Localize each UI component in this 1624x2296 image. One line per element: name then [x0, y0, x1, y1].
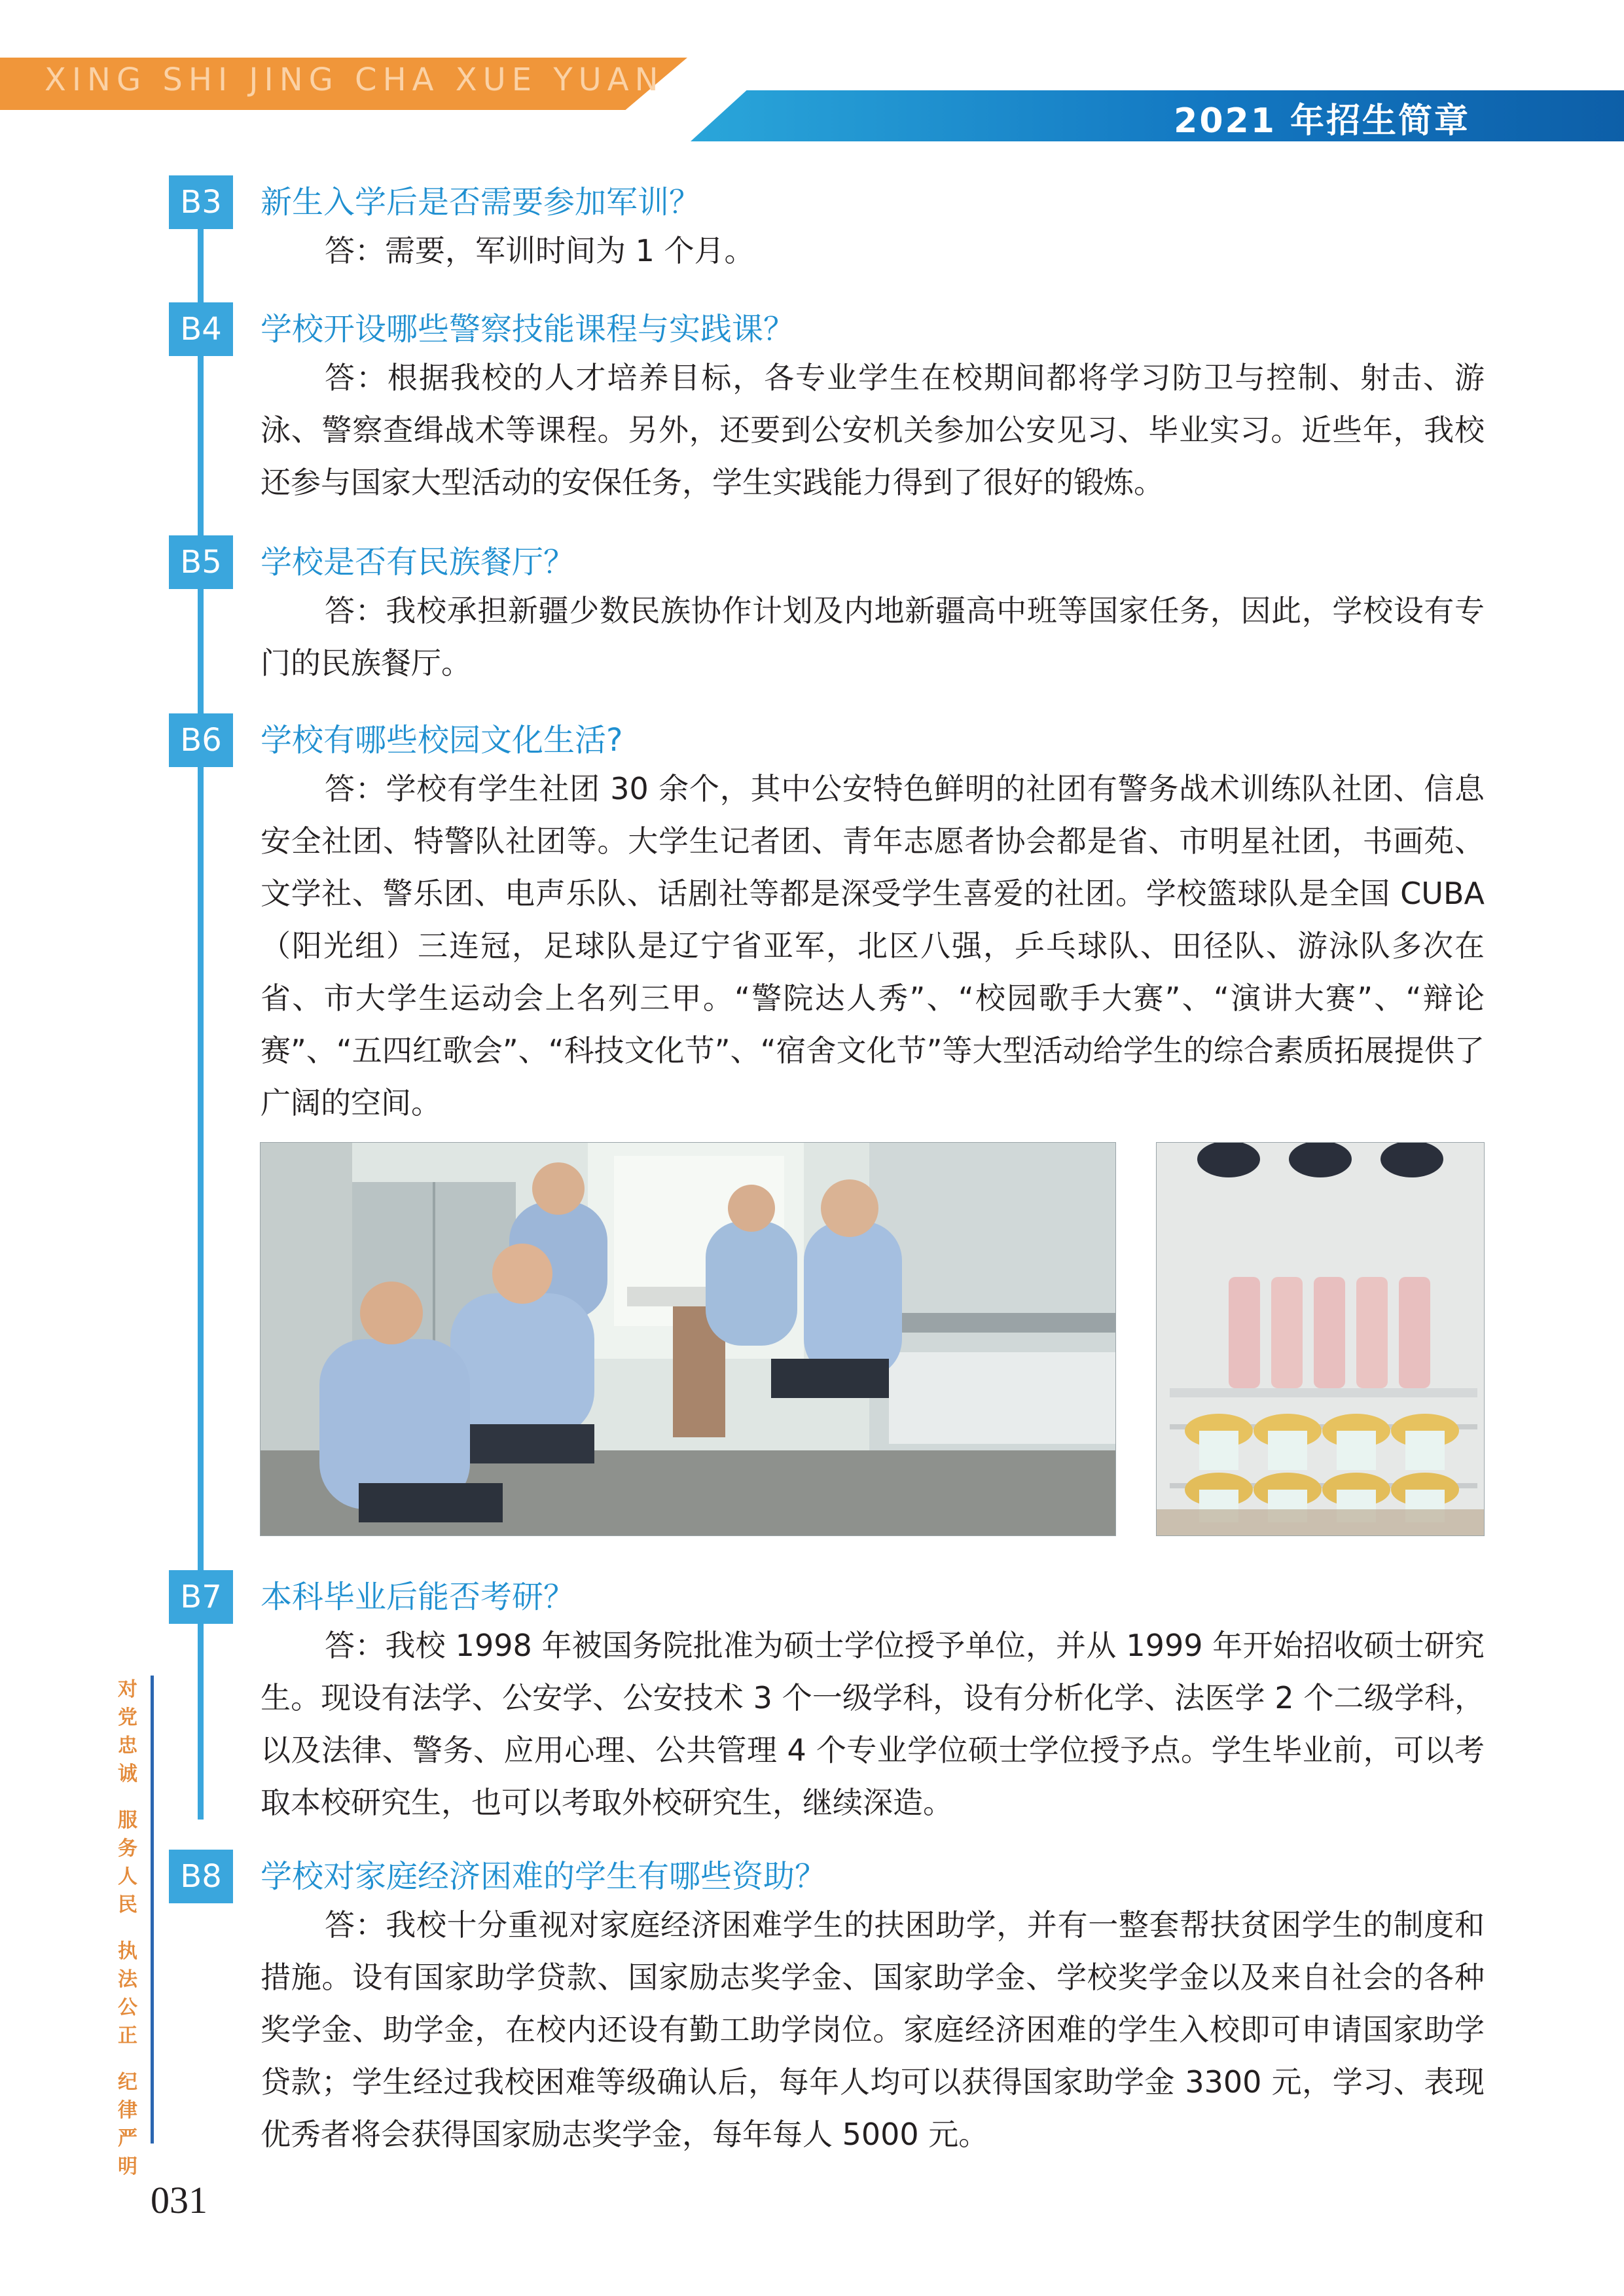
question-b5: 学校是否有民族餐厅？ [261, 544, 575, 581]
dormitory-shelf-photo [1156, 1142, 1485, 1536]
motto-char: 正 [118, 2024, 137, 2047]
motto-char: 忠 [118, 1734, 137, 1757]
motto-char: 法 [118, 1968, 137, 1991]
motto-char: 纪 [118, 2071, 137, 2094]
motto-char: 服 [118, 1809, 137, 1832]
motto-char: 诚 [118, 1763, 137, 1785]
motto-char: 务 [118, 1837, 137, 1860]
answer-b7: 答：我校 1998 年被国务院批准为硕士学位授予单位，并从 1999 年开始招收硕士研究生。现设有法学、公安学、公安技术 3 个一级学科，设有分析化学、法医学 2 个二级学科，以及法律、警务、应用心理、公共管理 4 个专业学位硕士学位授予点。学生毕业前，可以考取本校研究生，也可以考取外校研究生，继续深造。 [261, 1628, 1485, 1820]
answer-b8: 答：我校十分重视对家庭经济困难学生的扶困助学，并有一整套帮扶贫困学生的制度和措施。设有国家助学贷款、国家励志奖学金、国家助学金、学校奖学金以及来自社会的各种奖学金、助学金，在校内还设有勤工助学岗位。家庭经济困难的学生入校即可申请国家助学贷款；学生经过我校困难等级确认后，每年人均可以获得国家助学金 3300 元，学习、表现优秀者将会获得国家励志奖学金，每年每人 5000 元。 [261, 1907, 1485, 2152]
header-blue-band [691, 90, 1624, 141]
motto-char: 公 [118, 1996, 137, 2019]
motto-char: 人 [118, 1865, 137, 1888]
answer-b3: 答：需要，军训时间为 1 个月。 [325, 233, 755, 268]
motto-char: 党 [118, 1706, 137, 1729]
dormitory-shelf-illustration [1157, 1143, 1484, 1535]
answer-b5: 答：我校承担新疆少数民族协作计划及内地新疆高中班等国家任务，因此，学校设有专门的民族餐厅。 [261, 593, 1485, 681]
motto-char: 明 [118, 2155, 137, 2178]
header-school-pinyin: XING SHI JING CHA XUE YUAN [45, 62, 664, 98]
motto-char: 执 [118, 1940, 137, 1963]
answer-b4: 答：根据我校的人才培养目标，各专业学生在校期间都将学习防卫与控制、射击、游泳、警察查缉战术等课程。另外，还要到公安机关参加公安见习、毕业实习。近些年，我校还参与国家大型活动的安保任务，学生实践能力得到了很好的锻炼。 [261, 360, 1485, 500]
motto-vertical-text [111, 1676, 144, 2181]
motto-char: 律 [118, 2099, 137, 2122]
question-b7: 本科毕业后能否考研？ [261, 1579, 575, 1615]
section-badge-b7: B7 [169, 1570, 233, 1624]
motto-divider-line [151, 1676, 154, 2144]
section-badge-b4: B4 [169, 302, 233, 356]
motto-char: 民 [118, 1893, 137, 1916]
motto-char: 严 [118, 2127, 137, 2150]
motto-char: 对 [118, 1678, 137, 1701]
section-badge-b8: B8 [169, 1850, 233, 1903]
dormitory-students-illustration [261, 1143, 1115, 1535]
question-b6: 学校有哪些校园文化生活? [261, 722, 623, 759]
section-badge-b6: B6 [169, 713, 233, 767]
question-b8: 学校对家庭经济困难的学生有哪些资助？ [261, 1858, 827, 1895]
page-number: 031 [151, 2179, 208, 2221]
question-b4: 学校开设哪些警察技能课程与实践课？ [261, 311, 795, 348]
answer-b6: 答：学校有学生社团 30 余个，其中公安特色鲜明的社团有警务战术训练队社团、信息安全社团、特警队社团等。大学生记者团、青年志愿者协会都是省、市明星社团，书画苑、文学社、警乐团、电声乐队、话剧社等都是深受学生喜爱的社团。学校篮球队是全国 CUBA（阳光组）三连冠，足球队是辽宁省亚军，北区八强，乒乓球队、田径队、游泳队多次在省、市大学生运动会上名列三甲。“警院达人秀”、“校园歌手大赛”、“演讲大赛”、“辩论赛”、“五四红歌会”、“科技文化节”、“宿舍文化节”等大型活动给学生的综合素质拓展提供了广阔的空间。 [261, 771, 1485, 1121]
section-badge-b5: B5 [169, 535, 233, 589]
section-badge-b3: B3 [169, 175, 233, 229]
header-title: 2021 年招生简章 [1174, 101, 1470, 141]
dormitory-students-photo [260, 1142, 1116, 1536]
question-b3: 新生入学后是否需要参加军训？ [261, 184, 701, 221]
